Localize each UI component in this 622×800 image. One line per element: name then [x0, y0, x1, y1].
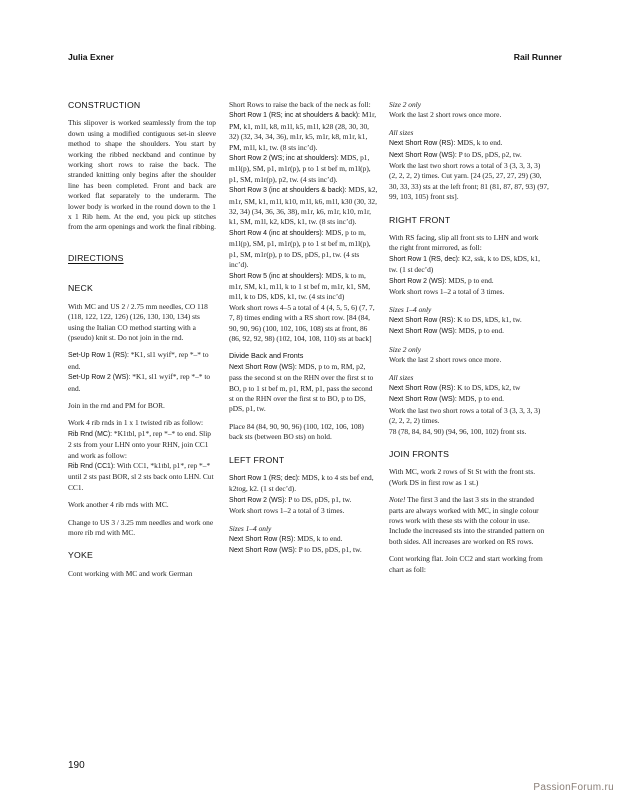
left-front-heading: LEFT FRONT [229, 454, 285, 465]
rf-short-row-2-text: MDS, p to end. [446, 275, 494, 285]
short-row-5-text: MDS, k to m, m1r, SM, k1, m1l, k to 1 st bef m, m1r, k1, SM, m1l, k to DS, kDS, k1, tw. (4 sts inc’d) [229, 270, 371, 302]
short-row-4-text: MDS, p to m, m1l(p), SM, p1, m1r(p), p to 1 st bef m, m1l(p), p1, SM, m1r(p), p to DS, pDS, p1, tw. (4 sts inc’d). [229, 227, 371, 270]
watermark: PassionForum.ru [533, 782, 614, 793]
short-rows-repeat: Work short rows 4–5 a total of 4 (4, 5, 5, 6) (7, 7, 7, 8) times ending with a RS short row. [84 (84, 90, 90, 96) (100, 102, 106, 108) sts at front, 86 (86, 92, 92, 98) (102, 104, 108, 110) sts at back] [229, 302, 375, 343]
rf-short-row-1-text: K2, ssk, k to DS, kDS, k1, tw. (1 st dec’d) [389, 253, 540, 275]
size-2-text: Work the last 2 short rows once more. [389, 110, 502, 120]
all-next-ws-label: Next Short Row (WS): [389, 151, 457, 159]
rf-short-row-2-label: Short Row 2 (WS): [389, 277, 447, 285]
rf-short-row-2 [389, 276, 549, 287]
rib-rnd-mc-text: *K1tbl, p1*, rep *–* to end. Slip 2 sts from your LHN onto your RHN, join CC1 and work as follow: [68, 428, 211, 460]
short-row-1 [229, 110, 379, 153]
lf-short-row-2-label: Short Row 2 (WS): [229, 496, 287, 504]
short-row-4-label: Short Row 4 (inc at shoulders): [229, 229, 324, 237]
rf-all-next-ws [389, 394, 549, 405]
rf-all-next-rs [389, 383, 549, 394]
short-row-5 [229, 271, 379, 303]
short-rows-intro: Short Rows to raise the back of the neck as foll: [229, 100, 371, 109]
setup-row-1-text: *K1, sl1 wyif*, rep *–* to end. [68, 350, 209, 371]
note-label: Note! [389, 495, 406, 505]
rf-short-row-1 [389, 254, 549, 276]
rib-rnd-mc [68, 429, 216, 461]
all-next-ws-text: P to DS, pDS, p2, tw. [456, 149, 522, 159]
lf-next-rs [229, 534, 379, 545]
join-fronts-heading: JOIN FRONTS [389, 448, 450, 459]
rf-sizes-1-4: Sizes 1–4 only [389, 304, 432, 314]
divide-heading: Divide Back and Fronts [229, 351, 304, 361]
short-row-1-text: M1r, PM, k1, m1l, k8, m1l, k5, m1l, k28 (28, 30, 30, 32) (32, 34, 34, 36), m1r, k5, m1r, k8, m1r, k1, PM, m1l, k1, tw. (8 sts inc’d). [229, 110, 377, 152]
join-fronts-paragraph: With MC, work 2 rows of St St with the front sts. (Work DS in first row as 1 st.) [389, 467, 536, 487]
rf-next-ws-label: Next Short Row (WS): [389, 328, 457, 336]
all-next-rs-text: MDS, k to end. [455, 138, 503, 148]
neck-heading: NECK [68, 283, 93, 294]
lf-short-row-1-label: Short Row 1 (RS; dec): [229, 475, 300, 482]
lf-repeat: Work short rows 1–2 a total of 3 times. [229, 506, 345, 516]
divide-next-short-row-label: Next Short Row (WS): [229, 363, 297, 371]
rf-all-next-ws-text: MDS, p to end. [456, 394, 505, 404]
lf-short-row-1-text: MDS, k to 4 sts bef end, k2tog, k2. (1 st dec’d). [229, 473, 374, 494]
cont-flat-paragraph: Cont working flat. Join CC2 and start working from chart as foll: [389, 554, 543, 574]
rf-all-repeat: Work the last two short rows a total of 3 (3, 3, 3, 3) (2, 2, 2, 2) times. [389, 405, 541, 426]
all-next-rs-label: Next Short Row (RS): [389, 140, 456, 148]
yoke-heading: YOKE [68, 550, 93, 561]
short-row-3-label: Short Row 3 (inc at shoulders & back): [229, 187, 347, 195]
lf-short-row-1 [229, 473, 379, 495]
rf-all-next-rs-text: K to DS, kDS, k2, tw [455, 382, 521, 392]
rf-next-ws-text: MDS, p to end. [456, 326, 505, 336]
lf-next-rs-text: MDS, k to end. [295, 534, 343, 544]
setup-row-2 [68, 372, 216, 394]
rf-next-ws [389, 326, 549, 337]
rib-rnd-cc1-label: Rib Rnd (CC1): [68, 462, 116, 470]
short-row-2-text: MDS, p1, m1l(p), SM, p1, m1r(p), p to 1 st bef m, m1l(p), p1, SM, m1r(p), p2, tw. (4 sts inc’d). [229, 153, 371, 184]
all-repeat: Work the last two short rows a total of 3 (3, 3, 3, 3) (2, 2, 2, 2) times. Cut yarn. [24 (25, 27, 27, 29) (30, 30, 33, 33) sts at the left front; 81 (81, 87, 87, 93) (97, 99, 103, 105) front sts]. [389, 161, 549, 202]
divide-next-short-row [229, 362, 379, 415]
another-rib-paragraph: Work another 4 rib rnds with MC. [68, 500, 169, 510]
setup-row-1 [68, 350, 216, 372]
rf-repeat: Work short rows 1–2 a total of 3 times. [389, 287, 505, 297]
column-2 [229, 100, 379, 557]
construction-heading: CONSTRUCTION [68, 100, 141, 110]
lf-next-ws-text: P to DS, pDS, p1, tw. [296, 545, 362, 555]
rib-rnd-mc-label: Rib Rnd (MC): [68, 430, 113, 438]
rf-all-next-ws-label: Next Short Row (WS): [389, 396, 457, 404]
rf-all-sizes: All sizes [389, 372, 414, 382]
rf-next-rs [389, 315, 549, 326]
rf-all-next-rs-label: Next Short Row (RS): [389, 384, 456, 392]
lf-next-rs-label: Next Short Row (RS): [229, 536, 296, 544]
change-needles-paragraph: Change to US 3 / 3.25 mm needles and work one more rib rnd with MC. [68, 517, 214, 537]
rf-front-counts: 78 (78, 84, 84, 90) (94, 96, 100, 102) front sts. [389, 426, 527, 436]
lf-next-ws-label: Next Short Row (WS): [229, 547, 297, 555]
right-front-heading: RIGHT FRONT [389, 214, 451, 225]
column-1 [68, 100, 216, 586]
lf-short-row-2-text: P to DS, pDS, p1, tw. [286, 494, 352, 504]
rib-rnd-cc1 [68, 461, 216, 493]
rf-next-rs-label: Next Short Row (RS): [389, 316, 456, 324]
lf-short-row-2 [229, 495, 379, 506]
note-text: The first 3 and the last 3 sts in the stranded parts are always worked with MC, in single colour rows work with these sts with the colour in use. Include the increased sts into the stranded pattern on both sides. All increases are worked on RS rows. [389, 495, 545, 546]
short-row-3 [229, 185, 379, 228]
place-back-sts: Place 84 (84, 90, 90, 96) (100, 102, 106, 108) back sts (between BO sts) on hold. [229, 421, 364, 442]
rf-size-2-only: Size 2 only [389, 344, 422, 354]
rf-size-2-text: Work the last 2 short rows once more. [389, 355, 502, 365]
all-sizes: All sizes [389, 127, 414, 137]
neck-paragraph: With MC and US 2 / 2.75 mm needles, CO 118 (118, 122, 122, 126) (126, 130, 130, 134) sts using the Italian CO method starting with a (pseudo) knit st. Do not join in the rnd. [68, 301, 208, 342]
yoke-paragraph: Cont working with MC and work German [68, 568, 193, 578]
header-author: Julia Exner [68, 52, 114, 62]
short-row-3-text: MDS, k2, m1r, SM, k1, m1l, k10, m1l, k6, m1l, k30 (30, 32, 32, 34) (34, 36, 36, 38), m1r, k6, m1r, k10, m1r, k1, SM, m1l, k2, kDS, k1, tw. (8 sts inc’d). [229, 185, 378, 227]
size-2-only: Size 2 only [389, 100, 422, 109]
short-row-2 [229, 153, 379, 185]
all-next-ws [389, 150, 549, 161]
join-paragraph: Join in the rnd and PM for BOR. [68, 400, 165, 410]
work-rib-paragraph: Work 4 rib rnds in 1 x 1 twisted rib as follow: [68, 418, 204, 428]
divide-next-short-row-text: MDS, p to m, RM, p2, pass the second st on the RHN over the first st to BO, p to 1 st bef m, p1, RM, p1, pass the second st on the RHN over the first st to BO, p to DS, pDS, p1, tw. [229, 361, 374, 414]
rib-rnd-cc1-text: With CC1, *k1tbl, p1*, rep *–* until 2 sts past BOR, sl 2 sts back onto LHN. Cut CC1. [68, 460, 214, 492]
lf-next-ws [229, 545, 379, 556]
setup-row-2-text: *K1, sl1 wyif*, rep *–* to end. [68, 372, 211, 393]
setup-row-2-label: Set-Up Row 2 (WS): [68, 374, 131, 382]
construction-text: This slipover is worked seamlessly from the top down using a modified contiguous set-in sleeve method to shape the shoulders. You start by working the ribbed neckband and continue by working short rows to raise the back. The stranded knitting only begins after the shoulder line has been completed. Front and back are worked flat separately to the underarm. The lower body is worked in the round down to the 1 x 1 Rib hem. At the end, you pick up stitches from the arm openings and work the final ribbing. [68, 118, 216, 232]
rf-next-rs-text: K to DS, kDS, k1, tw. [455, 314, 522, 324]
setup-row-1-label: Set-Up Row 1 (RS): [68, 352, 129, 360]
lf-sizes-1-4: Sizes 1–4 only [229, 523, 272, 533]
short-row-2-label: Short Row 2 (WS; inc at shoulders): [229, 155, 339, 163]
rf-short-row-1-label: Short Row 1 (RS, dec): [389, 255, 460, 263]
short-row-4 [229, 228, 379, 271]
short-row-1-label: Short Row 1 (RS; inc at shoulders & back): [229, 112, 360, 120]
short-row-5-label: Short Row 5 (inc at shoulders): [229, 272, 324, 280]
note-paragraph [389, 495, 549, 547]
header-pattern-title: Rail Runner [513, 52, 562, 62]
page-number: 190 [68, 760, 85, 771]
directions-heading: DIRECTIONS [68, 252, 124, 263]
all-next-rs [389, 138, 549, 149]
column-3 [389, 100, 549, 582]
rf-intro: With RS facing, slip all front sts to LHN and work the right front mirrored, as foll: [389, 233, 539, 253]
